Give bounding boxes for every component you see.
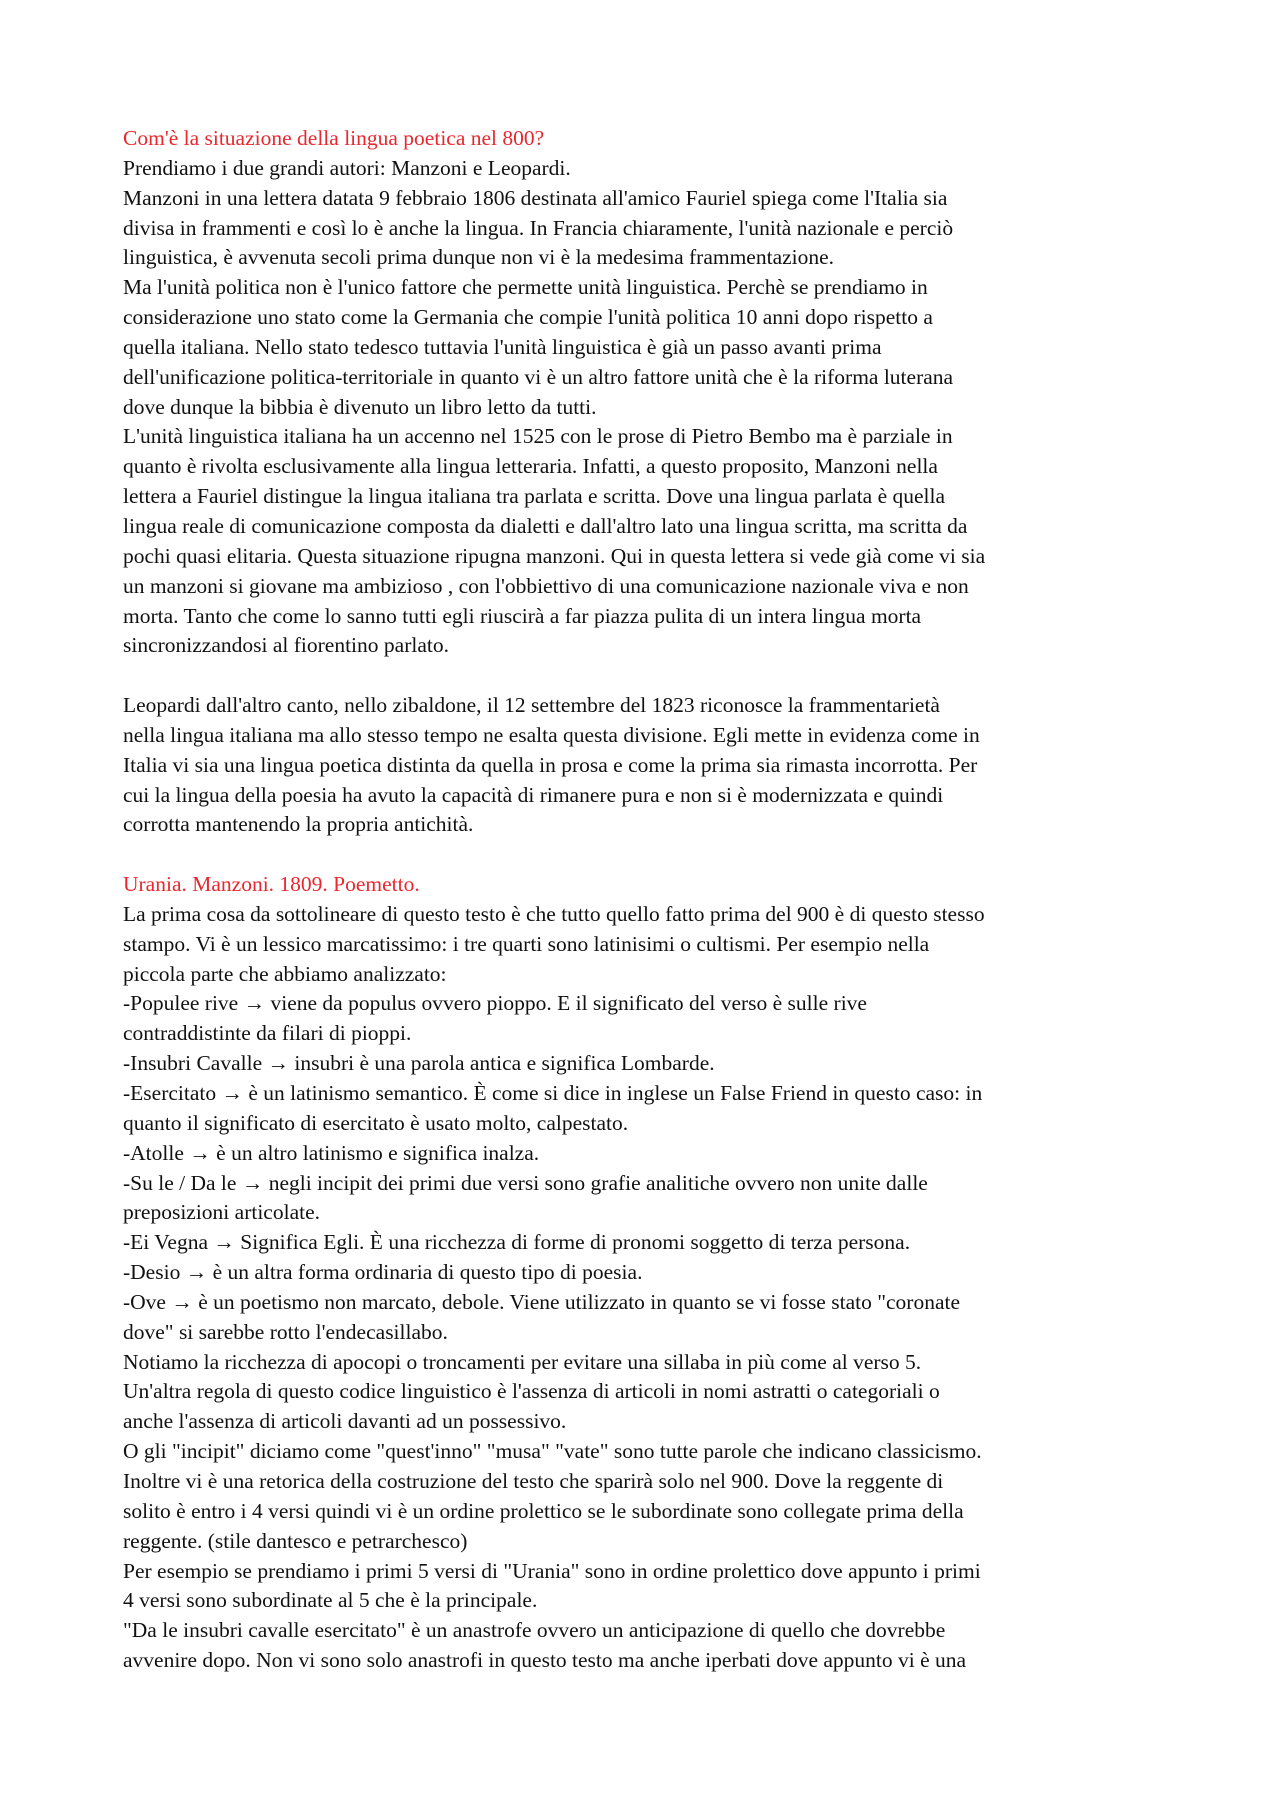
text-line: La prima cosa da sottolineare di questo testo è che tutto quello fatto prima del 900 è di questo stesso (123, 901, 985, 926)
text-line: -Atolle → è un altro latinismo e significa inalza. (123, 1140, 540, 1165)
text-line: reggente. (stile dantesco e petrarchesco) (123, 1528, 468, 1553)
text-line: lingua reale di comunicazione composta da dialetti e dall'altro lato una lingua scritta, ma scritta da (123, 513, 968, 538)
text-line: -Su le / Da le → negli incipit dei primi due versi sono grafie analitiche ovvero non unite dalle (123, 1170, 928, 1195)
text-line: nella lingua italiana ma allo stesso tempo ne esalta questa divisione. Egli mette in evidenza come in (123, 722, 980, 747)
text-line: 4 versi sono subordinate al 5 che è la principale. (123, 1588, 538, 1613)
text-line: dove dunque la bibbia è divenuto un libro letto da tutti. (123, 394, 597, 419)
section-heading: Urania. Manzoni. 1809. Poemetto. (123, 872, 420, 897)
text-line: -Esercitato → è un latinismo semantico. È come si dice in inglese un False Friend in questo caso: in (123, 1081, 983, 1105)
text-line: stampo. Vi è un lessico marcatissimo: i tre quarti sono latinisimi o cultismi. Per esempio nella (123, 931, 930, 956)
blank-line (123, 840, 1193, 870)
text-line: Prendiamo i due grandi autori: Manzoni e Leopardi. (123, 155, 571, 180)
text-line: solito è entro i 4 versi quindi vi è un ordine prolettico se le subordinate sono collegate prima della (123, 1498, 964, 1523)
text-line: piccola parte che abbiamo analizzato: (123, 961, 447, 986)
text-line: -Ove → è un poetismo non marcato, debole. Viene utilizzato in quanto se vi fosse stato "coronate (123, 1289, 960, 1314)
text-line: sincronizzandosi al fiorentino parlato. (123, 633, 449, 658)
text-line: quella italiana. Nello stato tedesco tuttavia l'unità linguistica è già un passo avanti prima (123, 334, 882, 359)
text-line: corrotta mantenendo la propria antichità. (123, 812, 474, 837)
text-line: un manzoni si giovane ma ambizioso , con l'obbiettivo di una comunicazione nazionale viva e non (123, 573, 969, 598)
text-line: -Insubri Cavalle → insubri è una parola antica e significa Lombarde. (123, 1051, 715, 1076)
text-line: quanto il significato di esercitato è usato molto, calpestato. (123, 1110, 629, 1135)
text-line: Per esempio se prendiamo i primi 5 versi di "Urania" sono in ordine prolettico dove appunto i primi (123, 1558, 981, 1583)
text-line: dove" si sarebbe rotto l'endecasillabo. (123, 1319, 448, 1344)
text-line: cui la lingua della poesia ha avuto la capacità di rimanere pura e non si è modernizzata e quindi (123, 782, 944, 807)
text-line: avvenire dopo. Non vi sono solo anastrofi in questo testo ma anche iperbati dove appunto vi è una (123, 1648, 967, 1673)
text-line: Notiamo la ricchezza di apocopi o troncamenti per evitare una sillaba in più come al verso 5. (123, 1349, 922, 1374)
text-line: morta. Tanto che come lo sanno tutti egli riuscirà a far piazza pulita di un intera lingua morta (123, 603, 922, 628)
text-line: Leopardi dall'altro canto, nello zibaldone, il 12 settembre del 1823 riconosce la frammentarietà (123, 693, 940, 718)
text-line: pochi quasi elitaria. Questa situazione ripugna manzoni. Qui in questa lettera si vede già come vi sia (123, 543, 986, 568)
blank-line (123, 661, 1193, 691)
text-line: -Populee rive → viene da populus ovvero pioppo. E il significato del verso è sulle rive (123, 991, 867, 1016)
text-line: contraddistinte da filari di pioppi. (123, 1021, 412, 1046)
text-line: dell'unificazione politica-territoriale in quanto vi è un altro fattore unità che è la riforma luterana (123, 364, 954, 389)
text-line: Italia vi sia una lingua poetica distinta da quella in prosa e come la prima sia rimasta incorrotta. Per (123, 752, 978, 777)
text-line: O gli "incipit" diciamo come "quest'inno" "musa" "vate" sono tutte parole che indicano classicismo. (123, 1439, 982, 1464)
text-line: -Desio → è un altra forma ordinaria di questo tipo di poesia. (123, 1260, 643, 1285)
text-line: L'unità linguistica italiana ha un accenno nel 1525 con le prose di Pietro Bembo ma è parziale in (123, 424, 953, 449)
text-line: preposizioni articolate. (123, 1200, 321, 1225)
document-body (123, 124, 1193, 1676)
text-line: "Da le insubri cavalle esercitato" è un anastrofe ovvero un anticipazione di quello che dovrebbe (123, 1618, 946, 1643)
text-line: Inoltre vi è una retorica della costruzione del testo che sparirà solo nel 900. Dove la reggente di (123, 1468, 944, 1493)
text-line: linguistica, è avvenuta secoli prima dunque non vi è la medesima frammentazione. (123, 245, 835, 270)
text-line: Ma l'unità politica non è l'unico fattore che permette unità linguistica. Perchè se prendiamo in (123, 275, 928, 300)
text-line: Un'altra regola di questo codice linguistico è l'assenza di articoli in nomi astratti o categoriali o (123, 1379, 940, 1404)
text-line: quanto è rivolta esclusivamente alla lingua letteraria. Infatti, a questo proposito, Manzoni nella (123, 454, 938, 479)
section-heading: Com'è la situazione della lingua poetica nel 800? (123, 126, 545, 150)
text-line: anche l'assenza di articoli davanti ad un possessivo. (123, 1409, 567, 1434)
text-line: divisa in frammenti e così lo è anche la lingua. In Francia chiaramente, l'unità nazionale e perciò (123, 215, 954, 240)
text-line: considerazione uno stato come la Germania che compie l'unità politica 10 anni dopo rispetto a (123, 305, 933, 330)
text-line: lettera a Fauriel distingue la lingua italiana tra parlata e scritta. Dove una lingua parlata è quella (123, 484, 946, 509)
text-line: Manzoni in una lettera datata 9 febbraio 1806 destinata all'amico Fauriel spiega come l'Italia sia (123, 185, 948, 210)
text-line: -Ei Vegna → Significa Egli. È una ricchezza di forme di pronomi soggetto di terza persona. (123, 1230, 911, 1255)
